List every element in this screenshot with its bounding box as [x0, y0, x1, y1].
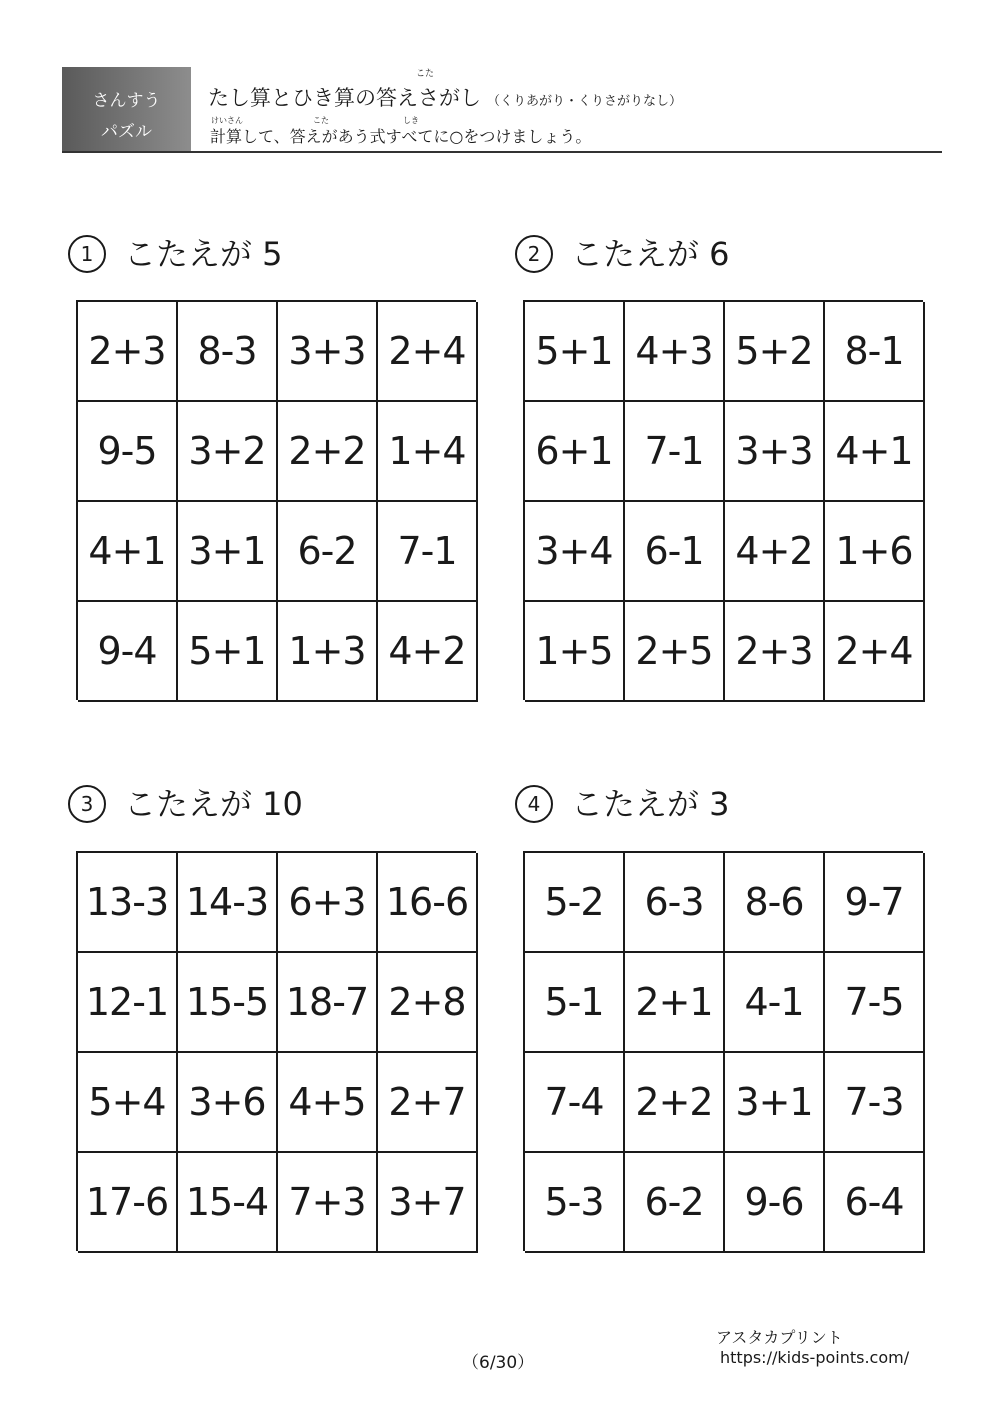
grid-cell[interactable]: 15-5 — [178, 953, 278, 1053]
grid-cell[interactable]: 9-7 — [825, 853, 925, 953]
grid-cell[interactable]: 9-4 — [78, 602, 178, 702]
instruction-ruby-2: こた — [313, 116, 329, 125]
grid-cell[interactable]: 4+1 — [825, 402, 925, 502]
puzzle-4-grid — [523, 851, 923, 1251]
title-ruby: こた — [416, 69, 435, 79]
grid-cell[interactable]: 9-5 — [78, 402, 178, 502]
puzzle-1-label: こたえが 5 — [124, 235, 283, 273]
grid-cell[interactable]: 8-6 — [725, 853, 825, 953]
header-badge — [62, 67, 191, 153]
grid-cell[interactable]: 1+6 — [825, 502, 925, 602]
grid-cell[interactable]: 6-2 — [625, 1153, 725, 1253]
grid-cell[interactable]: 8-1 — [825, 302, 925, 402]
grid-cell[interactable]: 2+8 — [378, 953, 478, 1053]
puzzle-4-label: こたえが 3 — [571, 785, 730, 823]
puzzle-3-grid — [76, 851, 476, 1251]
grid-cell[interactable]: 5+4 — [78, 1053, 178, 1153]
grid-cell[interactable]: 3+3 — [725, 402, 825, 502]
site-url[interactable]: https://kids-points.com/ — [720, 1348, 910, 1367]
grid-cell[interactable]: 4+3 — [625, 302, 725, 402]
puzzle-3-title — [68, 784, 303, 824]
grid-cell[interactable]: 16-6 — [378, 853, 478, 953]
grid-cell[interactable]: 2+2 — [278, 402, 378, 502]
grid-cell[interactable]: 2+7 — [378, 1053, 478, 1153]
circled-number-2: 2 — [515, 235, 553, 273]
grid-cell[interactable]: 15-4 — [178, 1153, 278, 1253]
badge-subject: さんすう — [92, 91, 161, 111]
grid-cell[interactable]: 7-1 — [625, 402, 725, 502]
instruction-ruby-1: けいさん — [211, 116, 243, 125]
grid-cell[interactable]: 2+1 — [625, 953, 725, 1053]
grid-cell[interactable]: 1+5 — [525, 602, 625, 702]
grid-cell[interactable]: 2+3 — [78, 302, 178, 402]
grid-cell[interactable]: 6-4 — [825, 1153, 925, 1253]
puzzle-2-title — [515, 234, 730, 274]
grid-cell[interactable]: 5+2 — [725, 302, 825, 402]
puzzle-4-title — [515, 784, 730, 824]
grid-cell[interactable]: 3+3 — [278, 302, 378, 402]
puzzle-3-label: こたえが 10 — [124, 785, 303, 823]
grid-cell[interactable]: 2+3 — [725, 602, 825, 702]
grid-cell[interactable]: 7-1 — [378, 502, 478, 602]
brand-name: アスタカプリント — [716, 1328, 843, 1347]
puzzle-1-title — [68, 234, 283, 274]
grid-cell[interactable]: 13-3 — [78, 853, 178, 953]
grid-cell[interactable]: 6+3 — [278, 853, 378, 953]
grid-cell[interactable]: 6+1 — [525, 402, 625, 502]
grid-cell[interactable]: 7+3 — [278, 1153, 378, 1253]
grid-cell[interactable]: 6-3 — [625, 853, 725, 953]
grid-cell[interactable]: 3+6 — [178, 1053, 278, 1153]
grid-cell[interactable]: 6-2 — [278, 502, 378, 602]
grid-cell[interactable]: 3+1 — [178, 502, 278, 602]
circled-number-1: 1 — [68, 235, 106, 273]
grid-cell[interactable]: 4+2 — [725, 502, 825, 602]
page-title — [208, 82, 682, 112]
page-title-text: たし算とひき算の答えさがし — [208, 86, 481, 110]
puzzle-2-label: こたえが 6 — [571, 235, 730, 273]
grid-cell[interactable]: 4-1 — [725, 953, 825, 1053]
grid-cell[interactable]: 1+3 — [278, 602, 378, 702]
grid-cell[interactable]: 3+7 — [378, 1153, 478, 1253]
grid-cell[interactable]: 18-7 — [278, 953, 378, 1053]
grid-cell[interactable]: 2+4 — [378, 302, 478, 402]
grid-cell[interactable]: 3+1 — [725, 1053, 825, 1153]
header-divider — [62, 151, 942, 153]
instruction-text: 計算して、答えがあう式すべてに○をつけましょう。 — [210, 127, 592, 146]
grid-cell[interactable]: 2+4 — [825, 602, 925, 702]
circled-number-3: 3 — [68, 785, 106, 823]
grid-cell[interactable]: 5+1 — [178, 602, 278, 702]
grid-cell[interactable]: 3+4 — [525, 502, 625, 602]
grid-cell[interactable]: 14-3 — [178, 853, 278, 953]
grid-cell[interactable]: 17-6 — [78, 1153, 178, 1253]
grid-cell[interactable]: 2+5 — [625, 602, 725, 702]
grid-cell[interactable]: 6-1 — [625, 502, 725, 602]
grid-cell[interactable]: 4+2 — [378, 602, 478, 702]
grid-cell[interactable]: 7-5 — [825, 953, 925, 1053]
grid-cell[interactable]: 5-1 — [525, 953, 625, 1053]
puzzle-2-grid — [523, 300, 923, 700]
grid-cell[interactable]: 8-3 — [178, 302, 278, 402]
grid-cell[interactable]: 7-4 — [525, 1053, 625, 1153]
puzzle-1-grid — [76, 300, 476, 700]
grid-cell[interactable]: 5+1 — [525, 302, 625, 402]
page-subtitle: （くりあがり・くりさがりなし） — [487, 94, 683, 109]
badge-type: パズル — [101, 122, 152, 142]
grid-cell[interactable]: 5-2 — [525, 853, 625, 953]
instruction-ruby-3: しき — [403, 116, 419, 125]
grid-cell[interactable]: 2+2 — [625, 1053, 725, 1153]
grid-cell[interactable]: 1+4 — [378, 402, 478, 502]
grid-cell[interactable]: 4+5 — [278, 1053, 378, 1153]
grid-cell[interactable]: 7-3 — [825, 1053, 925, 1153]
grid-cell[interactable]: 9-6 — [725, 1153, 825, 1253]
grid-cell[interactable]: 3+2 — [178, 402, 278, 502]
page-number: （6/30） — [462, 1353, 535, 1373]
grid-cell[interactable]: 4+1 — [78, 502, 178, 602]
circled-number-4: 4 — [515, 785, 553, 823]
grid-cell[interactable]: 12-1 — [78, 953, 178, 1053]
grid-cell[interactable]: 5-3 — [525, 1153, 625, 1253]
